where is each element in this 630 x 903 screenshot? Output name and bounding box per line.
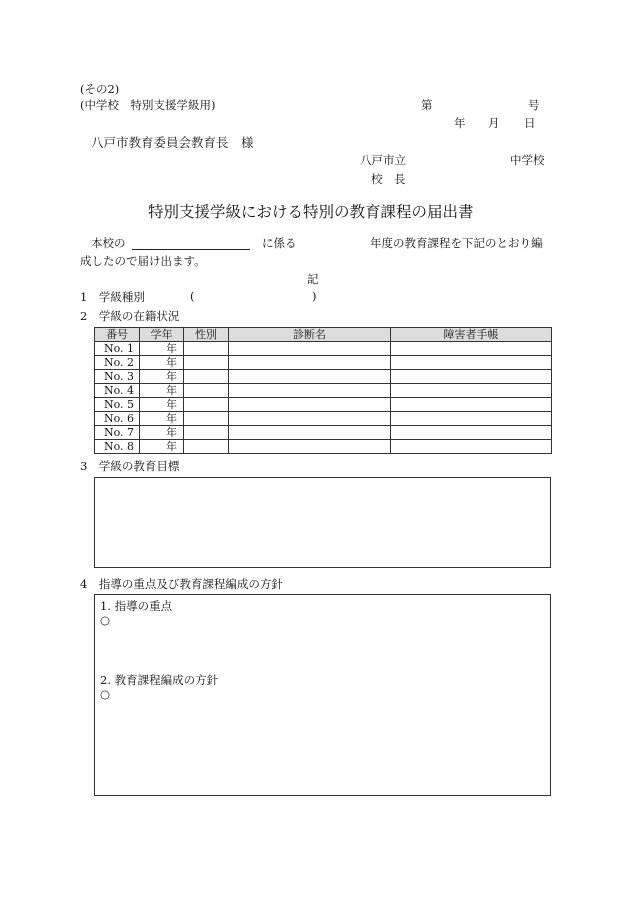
form-type: (中学校 特別支援学級用)	[80, 98, 216, 112]
section2-label: 2 学級の在籍状況	[80, 309, 180, 323]
row-disability-card	[391, 426, 552, 440]
intro-line2: 成したので届け出ます。	[80, 254, 206, 268]
row-diagnosis	[229, 426, 391, 440]
school-name-blank	[132, 235, 250, 250]
table-row	[95, 356, 552, 370]
row-grade: 年	[140, 398, 184, 412]
row-disability-card	[391, 398, 552, 412]
section1-paren-open: (	[190, 289, 195, 303]
curriculum-policy-heading: 2. 教育課程編成の方針	[100, 673, 219, 687]
section1-paren-close: )	[312, 289, 317, 303]
school-prefix: 八戸市立	[360, 153, 406, 167]
ki-label: 記	[307, 272, 319, 286]
row-gender	[184, 342, 229, 356]
row-diagnosis	[229, 412, 391, 426]
header-diagnosis: 診断名	[229, 328, 391, 342]
row-diagnosis	[229, 384, 391, 398]
row-number: No. 2	[95, 356, 140, 370]
date-year: 年	[454, 116, 466, 130]
principal-label: 校 長	[371, 172, 406, 186]
intro-part2: に係る	[262, 236, 297, 250]
row-gender	[184, 356, 229, 370]
header-gender: 性別	[184, 328, 229, 342]
row-number: No. 5	[95, 398, 140, 412]
row-disability-card	[391, 384, 552, 398]
header-number: 番号	[95, 328, 140, 342]
table-row	[95, 426, 552, 440]
row-disability-card	[391, 342, 552, 356]
guidance-focus-bullet: ○	[100, 613, 111, 627]
document-title: 特別支援学級における特別の教育課程の届出書	[148, 203, 474, 221]
form-number: (その2)	[80, 82, 120, 96]
row-gender	[184, 370, 229, 384]
row-grade: 年	[140, 342, 184, 356]
row-disability-card	[391, 356, 552, 370]
row-gender	[184, 412, 229, 426]
table-row	[95, 342, 552, 356]
curriculum-policy-bullet: ○	[100, 687, 111, 701]
table-row	[95, 440, 552, 454]
school-suffix: 中学校	[510, 153, 545, 167]
intro-part3: 年度の教育課程を下記のとおり編	[370, 236, 543, 250]
row-gender	[184, 440, 229, 454]
section1-label: 1 学級種別	[80, 290, 145, 304]
table-row	[95, 370, 552, 384]
row-diagnosis	[229, 370, 391, 384]
row-number: No. 3	[95, 370, 140, 384]
row-disability-card	[391, 440, 552, 454]
row-grade: 年	[140, 440, 184, 454]
header-disability-card: 障害者手帳	[391, 328, 552, 342]
section3-label: 3 学級の教育目標	[80, 459, 180, 473]
doc-number-prefix: 第	[421, 98, 433, 112]
enrollment-table	[94, 327, 552, 454]
table-header-row	[95, 328, 552, 342]
row-disability-card	[391, 370, 552, 384]
doc-number-suffix: 号	[528, 98, 540, 112]
section4-label: 4 指導の重点及び教育課程編成の方針	[80, 577, 283, 591]
table-row	[95, 384, 552, 398]
row-diagnosis	[229, 342, 391, 356]
row-grade: 年	[140, 370, 184, 384]
row-number: No. 4	[95, 384, 140, 398]
date-month: 月	[488, 116, 500, 130]
education-goal-box	[94, 477, 551, 568]
row-number: No. 8	[95, 440, 140, 454]
header-grade: 学年	[140, 328, 184, 342]
date-day: 日	[524, 116, 536, 130]
row-grade: 年	[140, 356, 184, 370]
table-row	[95, 412, 552, 426]
addressee: 八戸市教育委員会教育長 様	[91, 135, 254, 150]
row-gender	[184, 426, 229, 440]
row-grade: 年	[140, 426, 184, 440]
guidance-policy-box	[94, 594, 551, 796]
intro-part1: 本校の	[91, 236, 126, 250]
row-diagnosis	[229, 440, 391, 454]
guidance-focus-heading: 1. 指導の重点	[100, 599, 173, 613]
row-number: No. 1	[95, 342, 140, 356]
row-grade: 年	[140, 384, 184, 398]
row-number: No. 7	[95, 426, 140, 440]
table-row	[95, 398, 552, 412]
row-disability-card	[391, 412, 552, 426]
row-grade: 年	[140, 412, 184, 426]
row-number: No. 6	[95, 412, 140, 426]
row-gender	[184, 398, 229, 412]
row-diagnosis	[229, 356, 391, 370]
row-diagnosis	[229, 398, 391, 412]
row-gender	[184, 384, 229, 398]
